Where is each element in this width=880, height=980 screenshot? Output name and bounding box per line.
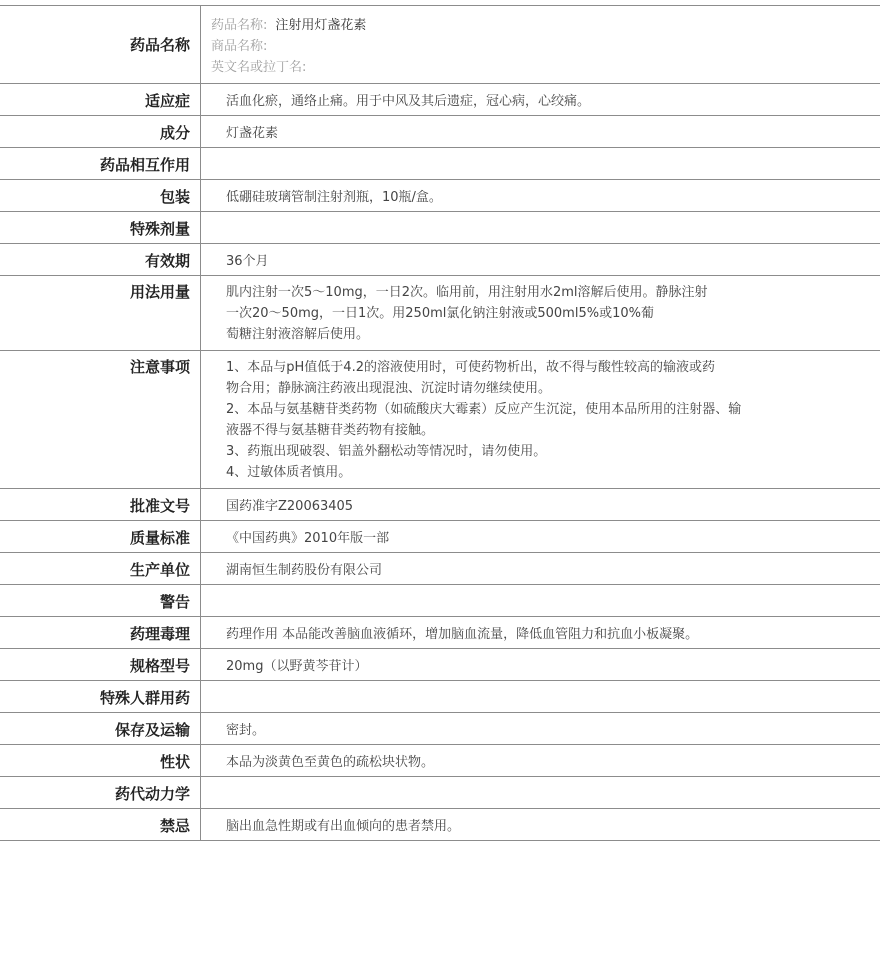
precaution-line: 2、本品与氨基糖苷类药物（如硫酸庆大霉素）反应产生沉淀，使用本品所用的注射器、输 (226, 402, 742, 417)
label-storage: 保存及运输 (0, 713, 201, 744)
row-packaging (0, 180, 880, 212)
row-special-population (0, 681, 880, 713)
label-interaction: 药品相互作用 (0, 148, 201, 179)
label-standard: 质量标准 (0, 521, 201, 552)
row-appearance (0, 745, 880, 777)
value-standard: 《中国药典》2010年版一部 (226, 531, 390, 546)
value-packaging: 低硼硅玻璃管制注射剂瓶，10瓶/盒。 (226, 190, 442, 205)
row-interaction (0, 148, 880, 180)
value-indication: 活血化瘀，通络止痛。用于中风及其后遗症，冠心病，心绞痛。 (226, 94, 591, 109)
row-storage (0, 713, 880, 745)
label-manufacturer: 生产单位 (0, 553, 201, 584)
label-warning: 警告 (0, 585, 201, 616)
label-pharmacology: 药理毒理 (0, 617, 201, 648)
row-usage (0, 276, 880, 351)
row-special-dosage (0, 212, 880, 244)
row-validity (0, 244, 880, 276)
row-composition (0, 116, 880, 148)
value-pharmacology: 药理作用 本品能改善脑血液循环，增加脑血流量，降低血管阻力和抗血小板凝聚。 (226, 627, 699, 642)
trade-name-key: 商品名称: (211, 39, 268, 54)
row-standard (0, 521, 880, 553)
drug-spec-table (0, 5, 880, 841)
value-precautions (201, 351, 880, 488)
row-approval (0, 489, 880, 521)
row-indication (0, 84, 880, 116)
label-contraindication: 禁忌 (0, 809, 201, 840)
value-composition: 灯盏花素 (226, 126, 279, 141)
label-composition: 成分 (0, 116, 201, 147)
row-pharmacokinetics (0, 777, 880, 809)
label-packaging: 包装 (0, 180, 201, 211)
precaution-line: 液器不得与氨基糖苷类药物有接触。 (226, 423, 435, 438)
usage-line: 萄糖注射液溶解后使用。 (226, 327, 370, 342)
value-interaction (201, 148, 880, 179)
value-special-population (201, 681, 880, 712)
label-approval: 批准文号 (0, 489, 201, 520)
label-pharmacokinetics: 药代动力学 (0, 777, 201, 808)
row-pharmacology (0, 617, 880, 649)
value-appearance: 本品为淡黄色至黄色的疏松块状物。 (226, 755, 435, 770)
label-validity: 有效期 (0, 244, 201, 275)
label-special-population: 特殊人群用药 (0, 681, 201, 712)
label-precautions: 注意事项 (0, 351, 201, 488)
label-special-dosage: 特殊剂量 (0, 212, 201, 243)
label-appearance: 性状 (0, 745, 201, 776)
precaution-line: 3、药瓶出现破裂、铝盖外翻松动等情况时，请勿使用。 (226, 444, 547, 459)
row-manufacturer (0, 553, 880, 585)
generic-name-line (211, 15, 860, 36)
value-usage (201, 276, 880, 350)
usage-line: 肌内注射一次5～10mg，一日2次。临用前，用注射用水2ml溶解后使用。静脉注射 (226, 285, 708, 300)
trade-name-line (211, 36, 860, 57)
row-warning (0, 585, 880, 617)
label-specification: 规格型号 (0, 649, 201, 680)
value-contraindication: 脑出血急性期或有出血倾向的患者禁用。 (226, 819, 461, 834)
precaution-line: 1、本品与pH值低于4.2的溶液使用时，可使药物析出，故不得与酸性较高的输液或药 (226, 360, 715, 375)
value-specification: 20mg（以野黄芩苷计） (226, 659, 368, 674)
label-drug-name: 药品名称 (0, 6, 201, 83)
generic-name-value: 注射用灯盏花素 (275, 18, 367, 33)
precaution-line: 4、过敏体质者慎用。 (226, 465, 352, 480)
row-specification (0, 649, 880, 681)
value-warning (201, 585, 880, 616)
value-validity: 36个月 (226, 254, 269, 269)
value-storage: 密封。 (226, 723, 266, 738)
value-drug-name (201, 6, 880, 83)
usage-line: 一次20～50mg，一日1次。用250ml氯化钠注射液或500ml5%或10%葡 (226, 306, 654, 321)
value-approval: 国药准字Z20063405 (226, 499, 354, 514)
label-usage: 用法用量 (0, 276, 201, 350)
value-special-dosage (201, 212, 880, 243)
generic-name-key: 药品名称: (211, 18, 268, 33)
label-indication: 适应症 (0, 84, 201, 115)
precaution-line: 物合用；静脉滴注药液出现混浊、沉淀时请勿继续使用。 (226, 381, 552, 396)
english-name-key: 英文名或拉丁名: (211, 60, 307, 75)
row-drug-name (0, 6, 880, 84)
value-pharmacokinetics (201, 777, 880, 808)
row-contraindication (0, 809, 880, 841)
row-precautions (0, 351, 880, 489)
english-name-line (211, 57, 860, 78)
value-manufacturer: 湖南恒生制药股份有限公司 (226, 563, 383, 578)
